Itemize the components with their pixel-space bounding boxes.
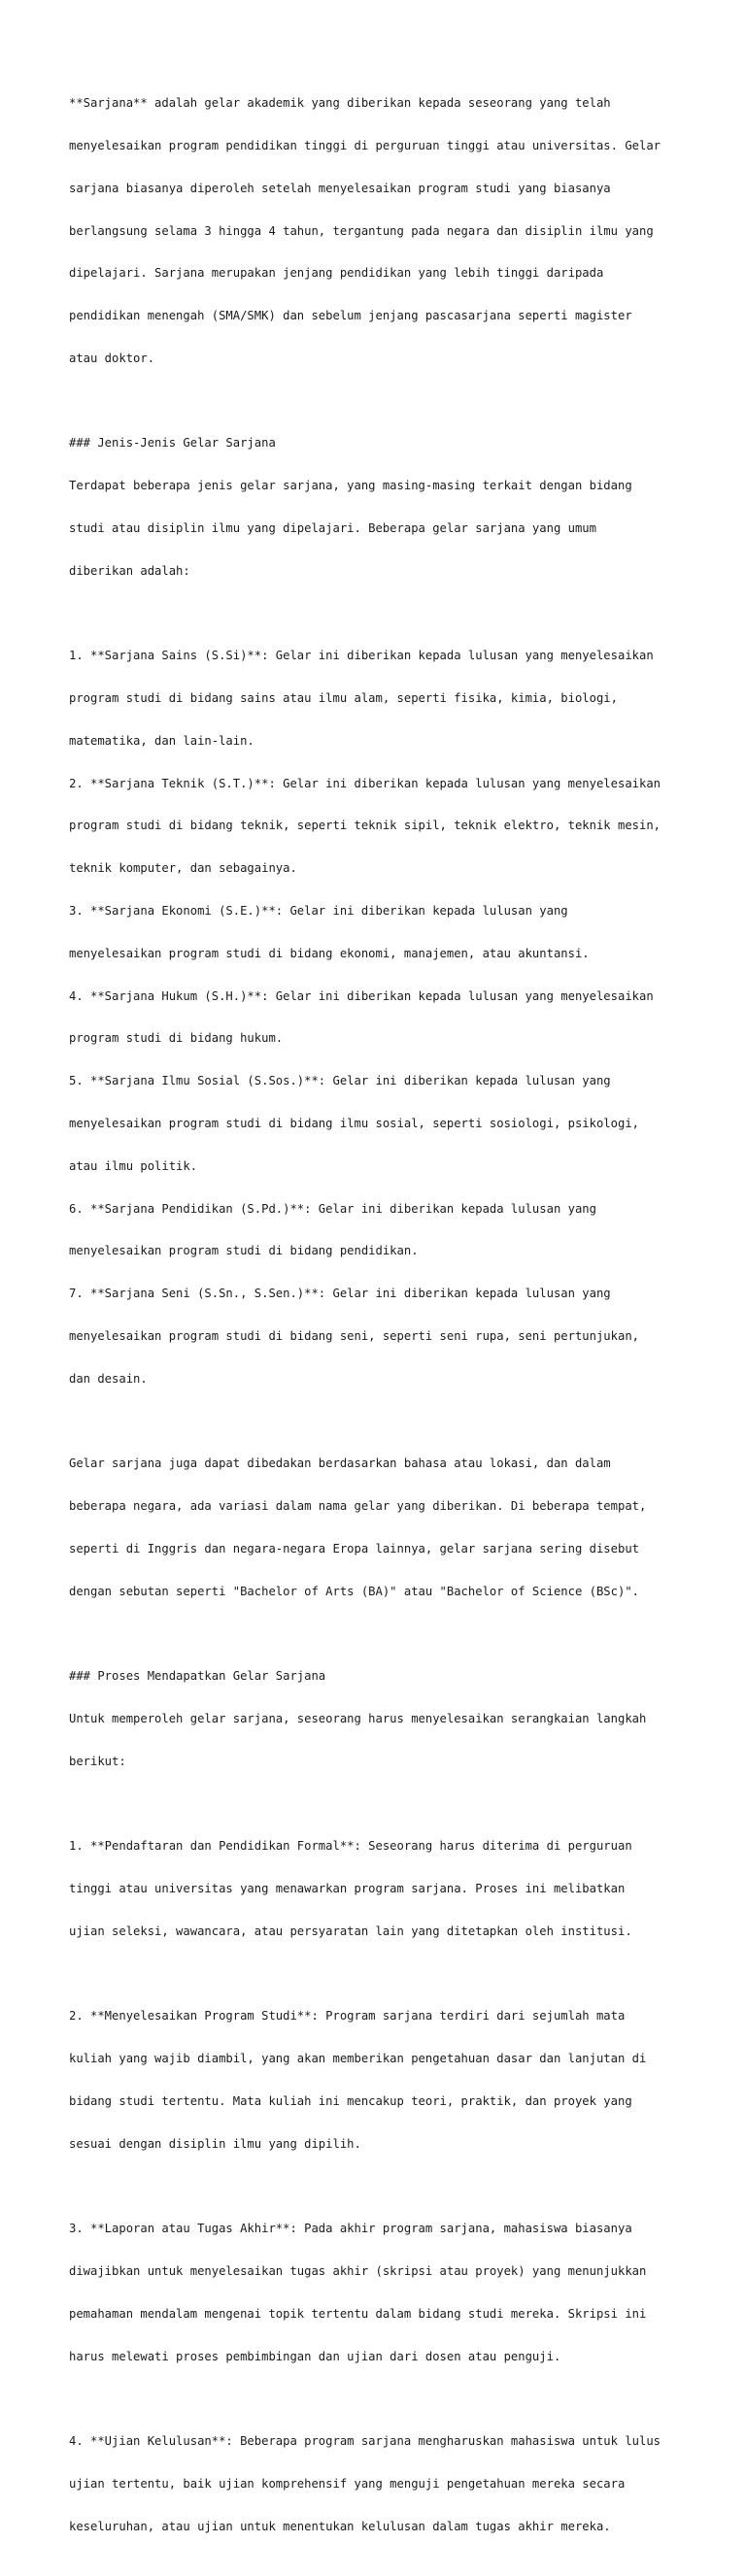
text-line: atau ilmu politik. <box>69 1158 198 1173</box>
text-line: pendidikan menengah (SMA/SMK) dan sebelum jenjang pascasarjana seperti magister <box>69 309 632 323</box>
step-4 <box>69 2406 710 2562</box>
text-line: Gelar sarjana juga dapat dibedakan berdasarkan bahasa atau lokasi, dan dalam <box>69 1456 611 1471</box>
document-page <box>69 68 710 2576</box>
list-item: 1. **Sarjana Sains (S.Si)**: Gelar ini diberikan kepada lulusan yang menyelesaikan <box>69 649 654 663</box>
text-line: tinggi atau universitas yang menawarkan program sarjana. Proses ini melibatkan <box>69 1882 626 1895</box>
text-line: keseluruhan, atau ujian untuk menentukan kelulusan dalam tugas akhir mereka. <box>69 2519 611 2533</box>
text-line: program studi di bidang hukum. <box>69 1031 284 1046</box>
list-item: 4. **Ujian Kelulusan**: Beberapa program sarjana mengharuskan mahasiswa untuk lulus <box>69 2434 661 2449</box>
text-line: berlangsung selama 3 hingga 4 tahun, tergantung pada negara dan disiplin ilmu yang <box>69 223 654 238</box>
step-3 <box>69 2193 710 2392</box>
text-line: ujian seleksi, wawancara, atau persyaratan lain yang ditetapkan oleh institusi. <box>69 1924 632 1938</box>
list-item: 3. **Laporan atau Tugas Akhir**: Pada akhir program sarjana, mahasiswa biasanya <box>69 2222 632 2236</box>
text-line: teknik komputer, dan sebagainya. <box>69 861 297 876</box>
text-line: Untuk memperoleh gelar sarjana, seseorang harus menyelesaikan serangkaian langkah <box>69 1711 647 1725</box>
text-line: menyelesaikan program pendidikan tinggi di perguruan tinggi atau universitas. Gelar <box>69 138 661 152</box>
text-line: dan desain. <box>69 1371 148 1386</box>
text-line: studi atau disiplin ilmu yang dipelajari. Beberapa gelar sarjana yang umum <box>69 521 596 535</box>
step-1 <box>69 1811 710 1967</box>
text-line: diberikan adalah: <box>69 563 190 578</box>
text-line: berikut: <box>69 1754 126 1768</box>
text-line: program studi di bidang teknik, seperti teknik sipil, teknik elektro, teknik mesin, <box>69 819 661 833</box>
list-item: 2. **Menyelesaikan Program Studi**: Program sarjana terdiri dari sejumlah mata <box>69 2009 626 2024</box>
section-heading: ### Jenis-Jenis Gelar Sarjana <box>69 436 276 451</box>
text-line: seperti di Inggris dan negara-negara Eropa lainnya, gelar sarjana sering disebut <box>69 1541 639 1556</box>
intro-paragraph <box>69 68 710 394</box>
list-item: 2. **Sarjana Teknik (S.T.)**: Gelar ini diberikan kepada lulusan yang menyelesaikan <box>69 776 661 790</box>
text-line: bidang studi tertentu. Mata kuliah ini mencakup teori, praktik, dan proyek yang <box>69 2093 632 2108</box>
step-2 <box>69 1981 710 2179</box>
text-line: harus melewati proses pembimbingan dan ujian dari dosen atau penguji. <box>69 2349 561 2363</box>
text-line: sesuai dengan disiplin ilmu yang dipilih. <box>69 2136 361 2151</box>
variation-paragraph <box>69 1428 710 1626</box>
text-line: atau doktor. <box>69 351 155 365</box>
text-line: matematika, dan lain-lain. <box>69 733 254 748</box>
list-item: 1. **Pendaftaran dan Pendidikan Formal**: Seseorang harus diterima di perguruan <box>69 1839 632 1854</box>
list-item: 5. **Sarjana Ilmu Sosial (S.Sos.)**: Gelar ini diberikan kepada lulusan yang <box>69 1074 611 1088</box>
text-line: diwajibkan untuk menyelesaikan tugas akhir (skripsi atau proyek) yang menunjukkan <box>69 2264 647 2279</box>
text-line: dipelajari. Sarjana merupakan jenjang pendidikan yang lebih tinggi daripada <box>69 266 604 281</box>
text-line: program studi di bidang sains atau ilmu alam, seperti fisika, kimia, biologi, <box>69 691 618 706</box>
list-item: 6. **Sarjana Pendidikan (S.Pd.)**: Gelar ini diberikan kepada lulusan yang <box>69 1201 596 1216</box>
text-line: menyelesaikan program studi di bidang seni, seperti seni rupa, seni pertunjukan, <box>69 1328 639 1343</box>
list-item: 7. **Sarjana Seni (S.Sn., S.Sen.)**: Gelar ini diberikan kepada lulusan yang <box>69 1287 611 1301</box>
text-line: **Sarjana** adalah gelar akademik yang diberikan kepada seseorang yang telah <box>69 96 611 111</box>
text-line: kuliah yang wajib diambil, yang akan memberikan pengetahuan dasar dan lanjutan di <box>69 2052 647 2066</box>
degree-list <box>69 620 710 1414</box>
text-line: pemahaman mendalam mengenai topik tertentu dalam bidang studi mereka. Skripsi ini <box>69 2306 647 2321</box>
text-line: menyelesaikan program studi di bidang pendidikan. <box>69 1244 419 1258</box>
text-line: menyelesaikan program studi di bidang ilmu sosial, seperti sosiologi, psikologi, <box>69 1116 639 1130</box>
text-line: ujian tertentu, baik ujian komprehensif yang menguji pengetahuan mereka secara <box>69 2476 626 2491</box>
text-line: menyelesaikan program studi di bidang ekonomi, manajemen, atau akuntansi. <box>69 946 590 960</box>
text-line: beberapa negara, ada variasi dalam nama gelar yang diberikan. Di beberapa tempat, <box>69 1498 647 1513</box>
section-proses <box>69 1641 710 1797</box>
text-line: sarjana biasanya diperoleh setelah menyelesaikan program studi yang biasanya <box>69 181 611 195</box>
section-heading: ### Proses Mendapatkan Gelar Sarjana <box>69 1669 326 1684</box>
list-item: 4. **Sarjana Hukum (S.H.)**: Gelar ini diberikan kepada lulusan yang menyelesaikan <box>69 988 654 1003</box>
section-jenis-gelar <box>69 408 710 606</box>
list-item: 3. **Sarjana Ekonomi (S.E.)**: Gelar ini diberikan kepada lulusan yang <box>69 904 568 919</box>
text-line: dengan sebutan seperti "Bachelor of Arts (BA)" atau "Bachelor of Science (BSc)". <box>69 1584 639 1598</box>
text-line: Terdapat beberapa jenis gelar sarjana, yang masing-masing terkait dengan bidang <box>69 479 632 493</box>
